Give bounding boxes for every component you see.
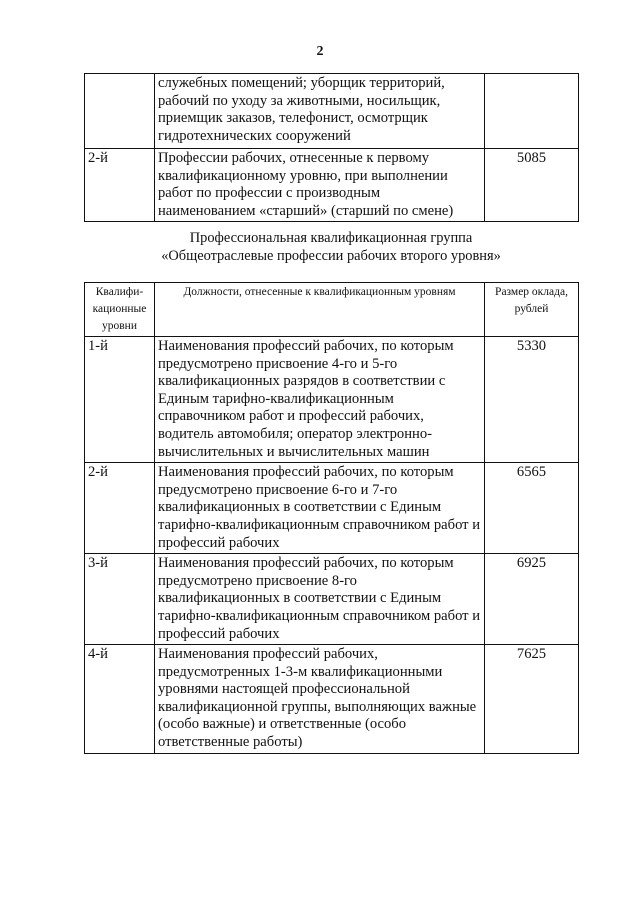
- page-number: 2: [316, 44, 324, 59]
- salary-cell: [485, 74, 579, 149]
- header-level: Квалифи-кационные уровни: [85, 283, 155, 337]
- level-cell: 3-й: [85, 554, 155, 645]
- table-row: [85, 645, 579, 754]
- description-cell: Наименования профессий рабочих, по которым предусмотрено присвоение 6-го и 7-го квалификационных в соответствии с Единым тарифно-квалификационным справочником работ и профессий рабочих: [155, 463, 485, 554]
- salary-cell: 6565: [485, 463, 579, 554]
- group-title-line2: «Общеотраслевые профессии рабочих второго уровня»: [161, 248, 501, 264]
- group-title-line1: Профессиональная квалификационная группа: [189, 230, 473, 246]
- level-cell: [85, 74, 155, 149]
- table-row: [85, 463, 579, 554]
- description-cell: Профессии рабочих, отнесенные к первому квалификационному уровню, при выполнении работ по профессии с производным наименованием «старший» (старший по смене): [155, 149, 485, 222]
- description-cell: служебных помещений; уборщик территорий, рабочий по уходу за животными, носильщик, приемщик заказов, телефонист, осмотрщик гидротехнических сооружений: [155, 74, 485, 149]
- description-cell: Наименования профессий рабочих, по которым предусмотрено присвоение 8-го квалификационных в соответствии с Единым тарифно-квалификационным справочником работ и профессий рабочих: [155, 554, 485, 645]
- header-salary: Размер оклада, рублей: [485, 283, 579, 337]
- table-row: [85, 337, 579, 463]
- level-cell: 1-й: [85, 337, 155, 463]
- table-row: [85, 74, 579, 149]
- table-row: [85, 554, 579, 645]
- table-header-row: [85, 283, 579, 337]
- table-continued: [84, 73, 579, 222]
- level-cell: 4-й: [85, 645, 155, 754]
- header-positions: Должности, отнесенные к квалификационным уровням: [155, 283, 485, 337]
- table-row: [85, 149, 579, 222]
- salary-cell: 5330: [485, 337, 579, 463]
- description-cell: Наименования профессий рабочих, предусмотренных 1-3-м квалификационными уровнями настоящей профессиональной квалификационной группы, выполняющих важные (особо важные) и ответственные (особо ответственные работы): [155, 645, 485, 754]
- group-title: [84, 229, 578, 265]
- salary-cell: 6925: [485, 554, 579, 645]
- description-cell: Наименования профессий рабочих, по которым предусмотрено присвоение 4-го и 5-го квалификационных разрядов в соответствии с Единым тарифно-квалификационным справочником работ и профессий рабочих, водитель автомобиля; оператор электронно-вычислительных и вычислительных машин: [155, 337, 485, 463]
- salary-cell: 5085: [485, 149, 579, 222]
- salary-cell: 7625: [485, 645, 579, 754]
- level-cell: 2-й: [85, 149, 155, 222]
- level-cell: 2-й: [85, 463, 155, 554]
- qualification-table: [84, 282, 579, 754]
